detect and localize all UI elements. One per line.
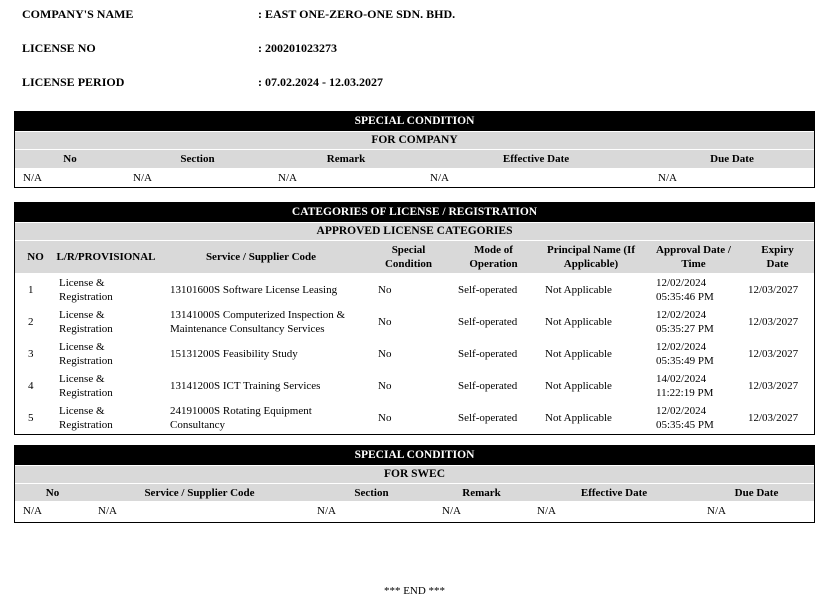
cell-approval-date-time	[646, 370, 741, 402]
column-header-principal-name: Principal Name (If Applicable)	[547, 244, 635, 270]
cell-no: 2	[28, 316, 34, 328]
cell-service-supplier-code: 13141000S Computerized Inspection & Maintenance Consultancy Services	[170, 309, 346, 335]
cell-special-condition: No	[378, 348, 392, 360]
column-header-section: Section	[180, 153, 215, 165]
column-header-effective-date: Effective Date	[502, 153, 570, 165]
approval-date-time-text	[656, 404, 714, 432]
for-company-subtitle: FOR COMPANY	[15, 132, 814, 149]
for-swec-subtitle: FOR SWEC	[15, 466, 814, 483]
cell-section: N/A	[317, 505, 336, 517]
swec-conditions-header-row	[15, 484, 814, 501]
end-marker: *** END ***	[383, 585, 446, 597]
license-period-row	[22, 75, 829, 109]
cell-expiry-date: 12/03/2027	[748, 380, 799, 392]
cell-section: N/A	[133, 172, 152, 184]
cell-lr-provisional: License & Registration	[59, 309, 113, 335]
category-row-2	[15, 306, 814, 338]
approved-license-categories-subtitle: APPROVED LICENSE CATEGORIES	[15, 223, 814, 240]
company-name-row	[22, 7, 829, 41]
column-header-due-date: Due Date	[710, 153, 754, 165]
category-row-4	[15, 370, 814, 402]
column-header-mode-of-operation: Mode of Operation	[469, 244, 518, 270]
cell-mode-of-operation: Self-operated	[458, 412, 518, 424]
column-header-remark: Remark	[462, 486, 501, 499]
cell-lr-provisional: License & Registration	[59, 405, 113, 431]
cell-special-condition: No	[378, 316, 392, 328]
cell-lr-provisional: License & Registration	[59, 277, 113, 303]
cell-special-condition: No	[378, 380, 392, 392]
cell-mode-of-operation: Self-operated	[458, 380, 518, 392]
category-row-3	[15, 338, 814, 370]
cell-principal-name: Not Applicable	[545, 316, 612, 328]
cell-effective-date: N/A	[537, 505, 556, 517]
column-header-service-supplier-code: Service / Supplier Code	[144, 486, 255, 499]
cell-no: 1	[28, 284, 34, 296]
column-header-no: NO	[27, 251, 44, 263]
license-no-row	[22, 41, 829, 75]
cell-principal-name: Not Applicable	[545, 284, 612, 296]
cell-service-supplier-code: 13141200S ICT Training Services	[170, 380, 321, 392]
cell-approval-date-time	[646, 338, 741, 370]
cell-approval-date-time	[646, 306, 741, 338]
cell-no: N/A	[23, 505, 42, 517]
company-name-label: COMPANY'S NAME	[22, 7, 134, 21]
column-header-special-condition: Special Condition	[384, 244, 433, 270]
approval-date: 12/02/2024	[656, 277, 707, 289]
approval-date: 12/02/2024	[656, 405, 707, 417]
cell-no: 5	[28, 412, 34, 424]
approval-date-time-text	[656, 340, 714, 368]
company-info-block	[0, 0, 829, 109]
column-header-expiry-date: Expiry Date	[761, 244, 794, 270]
cell-no: N/A	[23, 172, 42, 184]
swec-conditions-row	[15, 502, 814, 522]
cell-expiry-date: 12/03/2027	[748, 348, 799, 360]
special-condition-company-table	[14, 111, 815, 188]
cell-expiry-date: 12/03/2027	[748, 284, 799, 296]
cell-principal-name: Not Applicable	[545, 380, 612, 392]
categories-table	[14, 202, 815, 435]
column-header-approval-date-time: Approval Date / Time	[656, 244, 731, 270]
column-header-lr-provisional: L/R/PROVISIONAL	[56, 251, 156, 263]
cell-due-date: N/A	[658, 172, 677, 184]
cell-expiry-date: 12/03/2027	[748, 412, 799, 424]
special-condition-swec-table	[14, 445, 815, 523]
category-row-1	[15, 274, 814, 306]
approval-time: 11:22:19 PM	[656, 387, 714, 399]
approval-date: 12/02/2024	[656, 341, 707, 353]
column-header-no: No	[63, 153, 77, 165]
column-header-effective-date: Effective Date	[580, 486, 648, 499]
column-header-remark: Remark	[326, 153, 366, 165]
column-header-section: Section	[354, 486, 389, 499]
license-period-value: : 07.02.2024 - 12.03.2027	[258, 75, 383, 89]
categories-title: CATEGORIES OF LICENSE / REGISTRATION	[15, 203, 814, 222]
cell-mode-of-operation: Self-operated	[458, 316, 518, 328]
cell-service-supplier-code: 15131200S Feasibility Study	[170, 348, 298, 360]
cell-principal-name: Not Applicable	[545, 412, 612, 424]
approval-time: 05:35:27 PM	[656, 323, 714, 335]
cell-principal-name: Not Applicable	[545, 348, 612, 360]
cell-expiry-date: 12/03/2027	[748, 316, 799, 328]
categories-header-row	[15, 241, 814, 273]
cell-approval-date-time	[646, 402, 741, 434]
cell-no: 3	[28, 348, 34, 360]
approval-time: 05:35:46 PM	[656, 291, 714, 303]
category-row-5	[15, 402, 814, 434]
cell-remark: N/A	[278, 172, 297, 184]
cell-special-condition: No	[378, 284, 392, 296]
column-header-service-supplier-code: Service / Supplier Code	[205, 251, 317, 263]
license-no-value: : 200201023273	[258, 41, 337, 55]
company-conditions-row	[15, 169, 814, 187]
cell-remark: N/A	[442, 505, 461, 517]
license-period-label: LICENSE PERIOD	[22, 75, 125, 89]
cell-mode-of-operation: Self-operated	[458, 348, 518, 360]
cell-effective-date: N/A	[430, 172, 449, 184]
company-conditions-header-row	[15, 150, 814, 168]
approval-time: 05:35:45 PM	[656, 419, 714, 431]
approval-date: 14/02/2024	[656, 373, 707, 385]
cell-service-supplier-code: 13101600S Software License Leasing	[170, 284, 338, 296]
cell-due-date: N/A	[707, 505, 726, 517]
column-header-no: No	[45, 486, 60, 499]
column-header-due-date: Due Date	[734, 486, 779, 499]
approval-time: 05:35:49 PM	[656, 355, 714, 367]
special-condition-swec-title: SPECIAL CONDITION	[15, 446, 814, 465]
special-condition-company-title: SPECIAL CONDITION	[15, 112, 814, 131]
cell-approval-date-time	[646, 274, 741, 306]
license-no-label: LICENSE NO	[22, 41, 96, 55]
approval-date-time-text	[656, 308, 714, 336]
cell-service-supplier-code: 24191000S Rotating Equipment Consultancy	[170, 405, 312, 431]
approval-date: 12/02/2024	[656, 309, 707, 321]
cell-special-condition: No	[378, 412, 392, 424]
cell-lr-provisional: License & Registration	[59, 373, 113, 399]
approval-date-time-text	[656, 372, 713, 400]
approval-date-time-text	[656, 276, 714, 304]
cell-service-supplier-code: N/A	[98, 505, 117, 517]
cell-no: 4	[28, 380, 34, 392]
company-name-value: : EAST ONE-ZERO-ONE SDN. BHD.	[258, 7, 456, 21]
cell-lr-provisional: License & Registration	[59, 341, 113, 367]
cell-mode-of-operation: Self-operated	[458, 284, 518, 296]
